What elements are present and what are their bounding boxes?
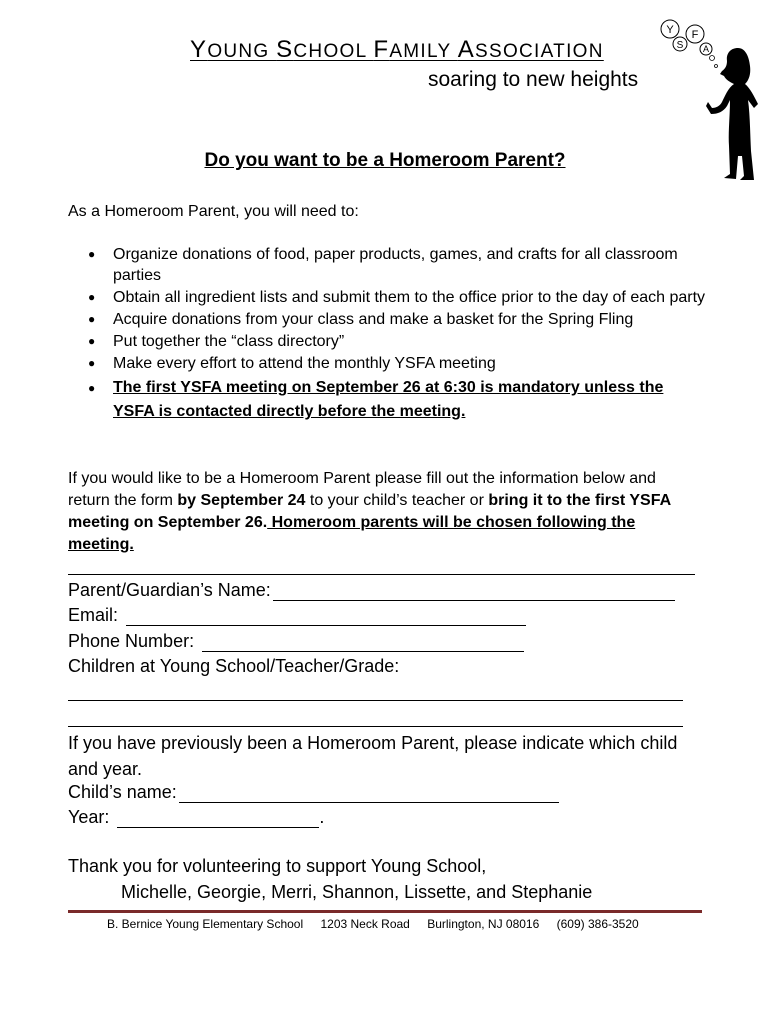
bubble-y-letter: Y bbox=[666, 24, 674, 36]
instructions-paragraph: If you would like to be a Homeroom Parent please fill out the information below and return the form by September 24 to your child’s teacher or bring it to the first YSFA meeting on September 26. Homeroom parents will be chosen following the meeting. bbox=[68, 470, 671, 553]
footer-school: B. Bernice Young Elementary School bbox=[107, 917, 304, 931]
list-item: ● Obtain all ingredient lists and submit them to the office prior to the day of each party bbox=[88, 289, 706, 306]
intro-text: As a Homeroom Parent, you will need to: bbox=[68, 203, 359, 220]
list-item: ● Organize donations of food, paper products, games, and crafts for all classroom parties bbox=[88, 246, 678, 284]
child-name-field[interactable] bbox=[68, 782, 559, 803]
footer-city: Burlington, NJ 08016 bbox=[427, 917, 540, 931]
year-blank[interactable] bbox=[117, 809, 319, 828]
signatories: Michelle, Georgie, Merri, Shannon, Lissette, and Stephanie bbox=[121, 882, 593, 902]
mandatory-meeting-note: ● The first YSFA meeting on September 26 at 6:30 is mandatory unless the YSFA is contacted directly before the meeting. bbox=[68, 376, 708, 424]
previous-homeroom-prompt: If you have previously been a Homeroom Parent, please indicate which child and year. bbox=[68, 733, 678, 779]
list-item: ● Make every effort to attend the monthly YSFA meeting bbox=[88, 355, 496, 372]
page-title: Do you want to be a Homeroom Parent? bbox=[204, 150, 566, 171]
children-blank-line-2[interactable] bbox=[68, 726, 683, 727]
bubble-f-letter: F bbox=[691, 29, 699, 41]
phone-label: Phone Number: bbox=[68, 631, 195, 651]
parent-name-blank[interactable] bbox=[273, 582, 675, 601]
email-label: Email: bbox=[68, 605, 119, 625]
divider bbox=[68, 574, 695, 575]
bullet-icon: ● bbox=[88, 381, 96, 395]
footer-address: 1203 Neck Road bbox=[320, 917, 410, 931]
bullet-icon: ● bbox=[88, 312, 96, 326]
duties-list bbox=[68, 244, 708, 425]
tagline: soaring to new heights bbox=[428, 68, 639, 91]
bubble-s-letter: S bbox=[676, 40, 684, 51]
children-field bbox=[68, 656, 399, 677]
footer bbox=[107, 917, 653, 931]
organization-name: YOUNG SCHOOL FAMILY ASSOCIATION bbox=[190, 36, 604, 63]
list-item: ● Acquire donations from your class and make a basket for the Spring Fling bbox=[88, 311, 634, 328]
children-label: Children at Young School/Teacher/Grade: bbox=[68, 656, 400, 676]
bubble-a-letter: A bbox=[702, 44, 710, 54]
parent-name-field[interactable] bbox=[68, 580, 675, 601]
child-name-label: Child’s name: bbox=[68, 782, 177, 802]
phone-blank[interactable] bbox=[202, 633, 524, 652]
children-blank-line-1[interactable] bbox=[68, 700, 683, 701]
list-item: ● Put together the “class directory” bbox=[88, 333, 345, 350]
year-suffix: . bbox=[319, 807, 325, 827]
parent-name-label: Parent/Guardian’s Name: bbox=[68, 580, 271, 600]
thank-you-line: Thank you for volunteering to support Young School, bbox=[68, 856, 487, 876]
email-field[interactable] bbox=[68, 605, 526, 626]
thank-you-note bbox=[68, 853, 592, 905]
phone-field[interactable] bbox=[68, 631, 524, 652]
bullet-icon: ● bbox=[88, 334, 96, 348]
child-name-blank[interactable] bbox=[179, 784, 559, 803]
footer-divider bbox=[68, 910, 702, 913]
footer-phone: (609) 386-3520 bbox=[556, 917, 639, 931]
year-label: Year: bbox=[68, 807, 110, 827]
bullet-icon: ● bbox=[88, 290, 96, 304]
email-blank[interactable] bbox=[126, 607, 526, 626]
bullet-icon: ● bbox=[88, 356, 96, 370]
bullet-icon: ● bbox=[88, 247, 96, 261]
year-field[interactable] bbox=[68, 807, 324, 828]
